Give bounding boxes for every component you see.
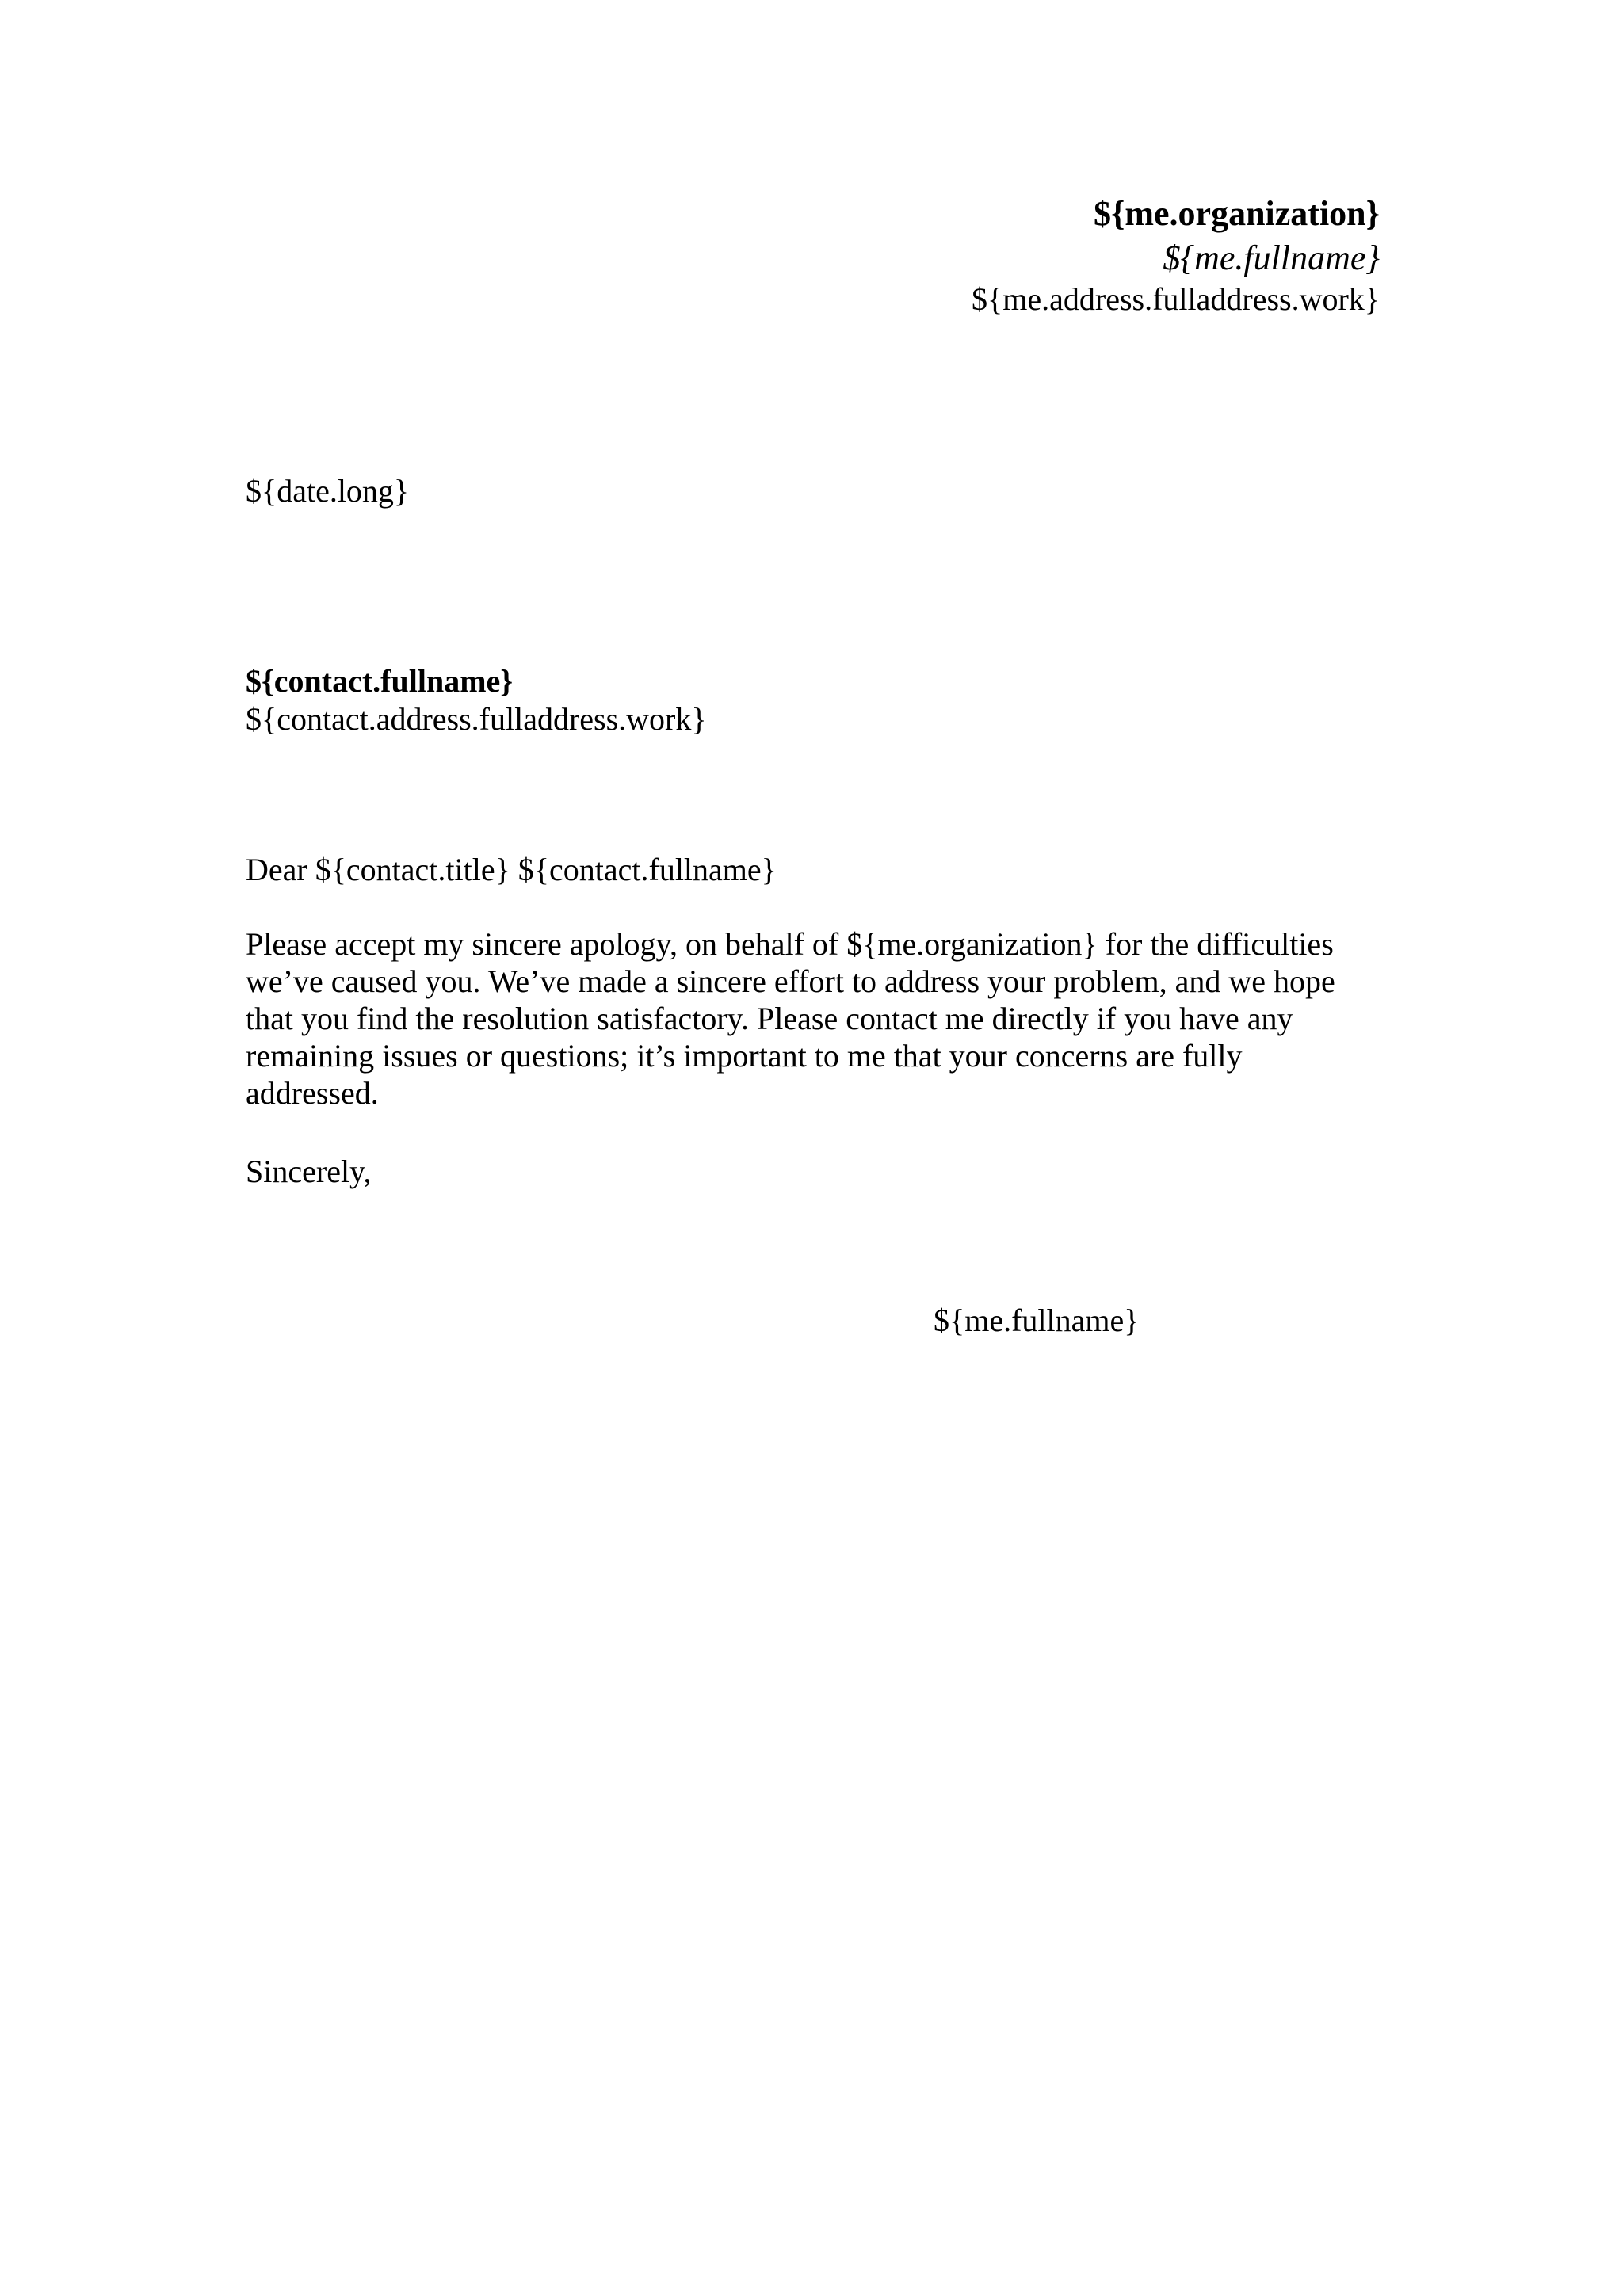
letter-date: ${date.long} (246, 473, 410, 509)
signature-name: ${me.fullname} (934, 1302, 1140, 1338)
body-line: we’ve caused you. We’ve made a sincere effort to address your problem, and we hope (246, 963, 1335, 999)
recipient-fullname: ${contact.fullname} (246, 663, 514, 699)
recipient-block (246, 662, 707, 738)
recipient-address: ${contact.address.fulladdress.work} (246, 701, 707, 737)
body-line: addressed. (246, 1075, 379, 1111)
sender-block (666, 192, 1380, 318)
salutation: Dear ${contact.title} ${contact.fullname} (246, 852, 777, 887)
letter-body (246, 925, 1387, 1112)
closing: Sincerely, (246, 1154, 372, 1189)
sender-address: ${me.address.fulladdress.work} (972, 281, 1380, 317)
body-line: Please accept my sincere apology, on behalf of ${me.organization} for the difficulties (246, 926, 1334, 962)
body-line: remaining issues or questions; it’s important to me that your concerns are fully (246, 1038, 1243, 1074)
sender-organization: ${me.organization} (1094, 194, 1380, 233)
sender-fullname: ${me.fullname} (1163, 238, 1380, 277)
body-line: that you find the resolution satisfactory. Please contact me directly if you have any (246, 1001, 1293, 1036)
